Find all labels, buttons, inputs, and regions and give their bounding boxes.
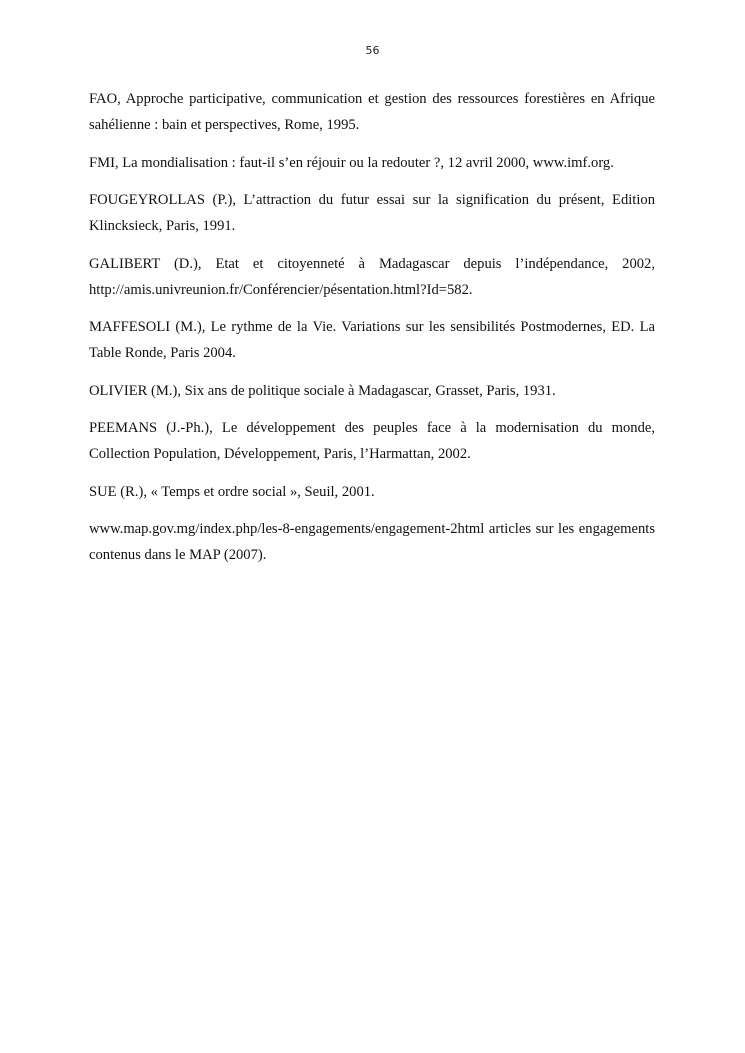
reference-entry-map: www.map.gov.mg/index.php/les-8-engagements/engagement-2html articles sur les engagements contenus dans le MAP (2007). xyxy=(89,521,655,563)
reference-entry-sue: SUE (R.), « Temps et ordre social », Seuil, 2001. xyxy=(89,483,375,500)
reference-entry-galibert: GALIBERT (D.), Etat et citoyenneté à Madagascar depuis l’indépendance, 2002, http://amis.univreunion.fr/Conférencier/pésentation.html?Id=582. xyxy=(89,255,655,298)
reference-entry-fougeyrollas: FOUGEYROLLAS (P.), L’attraction du futur essai sur la signification du présent, Edition Klincksieck, Paris, 1991. xyxy=(89,192,655,234)
reference-entry-fao: FAO, Approche participative, communication et gestion des ressources forestières en Afrique sahélienne : bain et perspectives, Rome, 1995. xyxy=(89,91,655,133)
bibliography-list xyxy=(89,86,655,580)
reference-entry-fmi: FMI, La mondialisation : faut-il s’en réjouir ou la redouter ?, 12 avril 2000, www.imf.org. xyxy=(89,154,614,171)
reference-entry-olivier: OLIVIER (M.), Six ans de politique sociale à Madagascar, Grasset, Paris, 1931. xyxy=(89,382,556,399)
reference-entry-peemans: PEEMANS (J.-Ph.), Le développement des peuples face à la modernisation du monde, Collection Population, Développement, Paris, l’Harmattan, 2002. xyxy=(89,420,655,462)
page-number: 56 xyxy=(365,44,380,57)
reference-entry-maffesoli: MAFFESOLI (M.), Le rythme de la Vie. Variations sur les sensibilités Postmodernes, ED. La Table Ronde, Paris 2004. xyxy=(89,319,655,361)
